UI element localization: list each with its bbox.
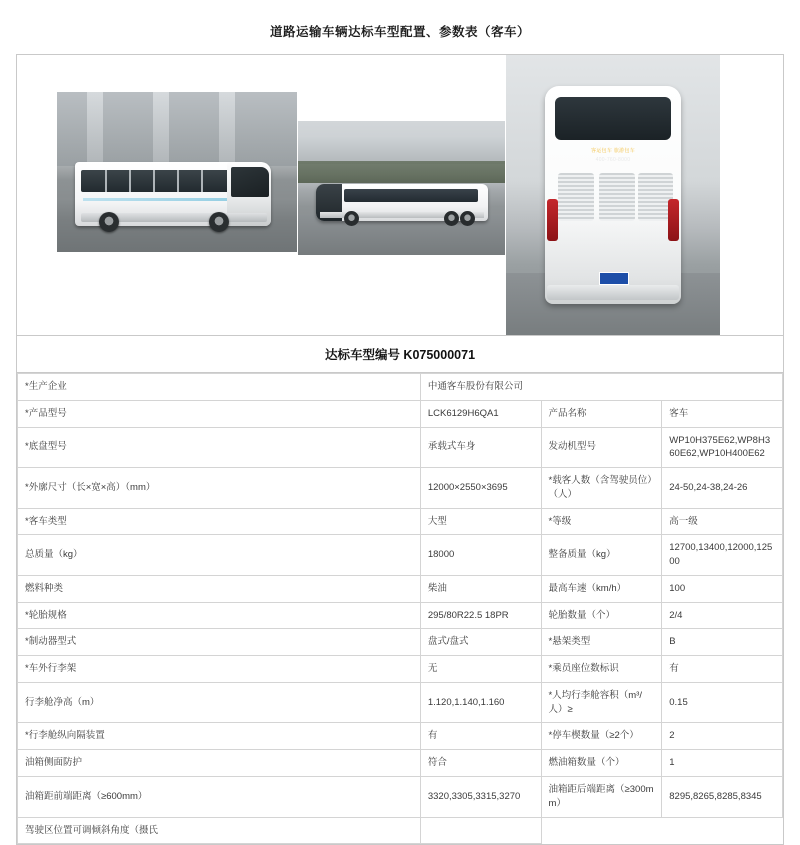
spec-value: 有 bbox=[662, 656, 783, 683]
table-row bbox=[18, 750, 783, 777]
spec-label: 产品名称 bbox=[541, 400, 662, 427]
spec-label: 油箱侧面防护 bbox=[18, 750, 421, 777]
spec-value: 无 bbox=[420, 656, 541, 683]
table-row bbox=[18, 629, 783, 656]
spec-label: 燃油箱数量（个） bbox=[541, 750, 662, 777]
spec-sheet-frame bbox=[16, 54, 784, 845]
spec-label: *客车类型 bbox=[18, 508, 421, 535]
spec-value: 承载式车身 bbox=[420, 427, 541, 468]
model-number-header: 达标车型编号 K075000071 bbox=[17, 336, 783, 373]
spec-label: *人均行李舱容积（m³/人）≥ bbox=[541, 682, 662, 723]
spec-table-body bbox=[18, 374, 783, 844]
spec-value: 盘式/盘式 bbox=[420, 629, 541, 656]
spec-value: 100 bbox=[662, 575, 783, 602]
spec-label: 发动机型号 bbox=[541, 427, 662, 468]
table-row bbox=[18, 602, 783, 629]
spec-value: WP10H375E62,WP8H360E62,WP10H400E62 bbox=[662, 427, 783, 468]
spec-value: 柴油 bbox=[420, 575, 541, 602]
spec-value: 有 bbox=[420, 723, 541, 750]
spec-value: 高一级 bbox=[662, 508, 783, 535]
spec-value: B bbox=[662, 629, 783, 656]
spec-label: 整备质量（kg） bbox=[541, 535, 662, 576]
spec-value: LCK6129H6QA1 bbox=[420, 400, 541, 427]
spec-label: *悬架类型 bbox=[541, 629, 662, 656]
photo-band bbox=[17, 55, 783, 336]
spec-value: 中通客车股份有限公司 bbox=[420, 374, 782, 401]
spec-value: 12000×2550×3695 bbox=[420, 468, 541, 509]
table-row bbox=[18, 723, 783, 750]
table-row bbox=[18, 427, 783, 468]
spec-label: *底盘型号 bbox=[18, 427, 421, 468]
spec-label: 总质量（kg） bbox=[18, 535, 421, 576]
spec-value: 客车 bbox=[662, 400, 783, 427]
table-row bbox=[18, 508, 783, 535]
spec-value: 295/80R22.5 18PR bbox=[420, 602, 541, 629]
spec-label: *行李舱纵向隔装置 bbox=[18, 723, 421, 750]
spec-label: *制动器型式 bbox=[18, 629, 421, 656]
table-row bbox=[18, 374, 783, 401]
spec-value: 2/4 bbox=[662, 602, 783, 629]
rear-glass-line2: 400-760-8000 bbox=[595, 157, 631, 164]
spec-label: *车外行李架 bbox=[18, 656, 421, 683]
spec-label: 驾驶区位置可调倾斜角度（摄氏 bbox=[18, 817, 421, 844]
spec-label: *外廓尺寸（长×宽×高）（mm） bbox=[18, 468, 421, 509]
rear-glass-line1: 客运包车 旅游包车 bbox=[590, 147, 636, 154]
spec-label: *生产企业 bbox=[18, 374, 421, 401]
spec-value: 18000 bbox=[420, 535, 541, 576]
table-row bbox=[18, 777, 783, 818]
table-row bbox=[18, 400, 783, 427]
spec-label: *等级 bbox=[541, 508, 662, 535]
spec-table bbox=[17, 373, 783, 844]
spec-value: 大型 bbox=[420, 508, 541, 535]
spec-value: 2 bbox=[662, 723, 783, 750]
bus-front-side-photo bbox=[57, 92, 297, 252]
spec-value: 8295,8265,8285,8345 bbox=[662, 777, 783, 818]
bus-rear-photo bbox=[506, 55, 720, 335]
spec-value: 0.15 bbox=[662, 682, 783, 723]
table-row bbox=[18, 535, 783, 576]
spec-value: 12700,13400,12000,12500 bbox=[662, 535, 783, 576]
spec-label: 最高车速（km/h） bbox=[541, 575, 662, 602]
spec-value bbox=[420, 817, 541, 844]
spec-value: 1 bbox=[662, 750, 783, 777]
spec-label: *产品型号 bbox=[18, 400, 421, 427]
spec-label: *乘员座位数标识 bbox=[541, 656, 662, 683]
table-row bbox=[18, 575, 783, 602]
spec-label: *轮胎规格 bbox=[18, 602, 421, 629]
table-row bbox=[18, 682, 783, 723]
table-row bbox=[18, 656, 783, 683]
spec-value: 1.120,1.140,1.160 bbox=[420, 682, 541, 723]
spec-label: 轮胎数量（个） bbox=[541, 602, 662, 629]
spec-label: 燃料种类 bbox=[18, 575, 421, 602]
spec-label: 行李舱净高（m） bbox=[18, 682, 421, 723]
spec-value: 24-50,24-38,24-26 bbox=[662, 468, 783, 509]
bus-side-photo bbox=[298, 121, 505, 255]
spec-label: *载客人数（含驾驶员位）（人） bbox=[541, 468, 662, 509]
page-title: 道路运输车辆达标车型配置、参数表（客车） bbox=[269, 25, 530, 39]
spec-label: 油箱距前端距离（≥600mm） bbox=[18, 777, 421, 818]
spec-label: 油箱距后端距离（≥300mm） bbox=[541, 777, 662, 818]
table-row bbox=[18, 468, 783, 509]
spec-value: 符合 bbox=[420, 750, 541, 777]
table-row bbox=[18, 817, 783, 844]
spec-label: *停车楔数量（≥2个） bbox=[541, 723, 662, 750]
spec-value: 3320,3305,3315,3270 bbox=[420, 777, 541, 818]
